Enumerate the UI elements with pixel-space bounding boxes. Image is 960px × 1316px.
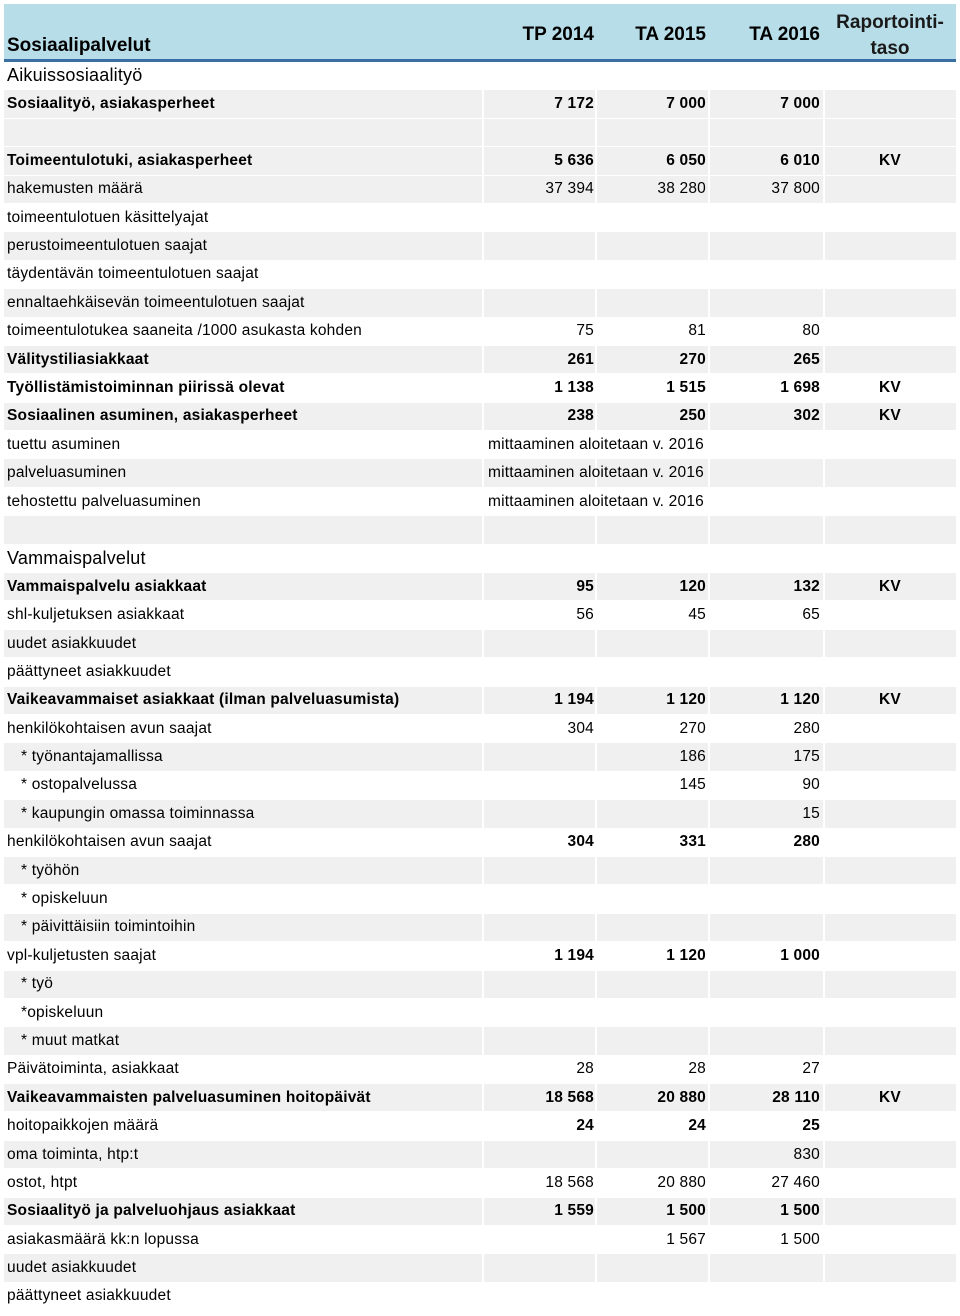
value-tp2014: 56 [576,606,594,624]
value-ta2016: 1 500 [780,1230,820,1248]
column-divider [823,232,825,259]
row-label: * työhön [21,861,80,879]
column-divider [708,119,710,146]
row-label: ennaltaehkäisevän toimeentulotuen saajat [7,293,305,311]
table-row [4,1112,956,1140]
table-row [4,857,956,885]
table-row [4,374,956,402]
column-divider [482,119,484,146]
value-ta2016: 65 [802,606,820,624]
value-ta2016: 830 [793,1145,820,1163]
column-divider [595,857,597,884]
column-divider [595,630,597,657]
column-divider [823,914,825,941]
value-ta2016: 25 [802,1117,820,1135]
value-ta2015: 7 000 [666,95,706,113]
column-divider [823,374,825,401]
value-ta2016: 28 110 [772,1088,820,1106]
column-divider [708,545,710,572]
value-ta2016: 6 010 [780,151,820,169]
column-divider [595,289,597,316]
table-row [4,829,956,857]
column-divider [482,545,484,572]
value-tp2014: 238 [567,407,594,425]
value-ta2016: 80 [802,322,820,340]
column-divider [708,914,710,941]
row-label: Välitystiliasiakkaat [7,350,149,368]
value-reporting-level: KV [879,1088,901,1106]
reporting-level-line2: taso [870,38,910,59]
row-label: palveluasuminen [7,464,127,482]
column-divider [482,630,484,657]
column-divider [823,403,825,430]
table-row [4,715,956,743]
table-row [4,630,956,658]
row-label: toimeentulotuen käsittelyajat [7,208,209,226]
page-title: Sosiaalipalvelut [7,35,151,56]
column-divider [708,1027,710,1054]
value-ta2015: 145 [679,776,706,794]
value-tp2014: 18 568 [545,1088,594,1106]
value-tp2014: 304 [567,833,594,851]
row-label: Vaikeavammaisten palveluasuminen hoitopäivät [7,1088,371,1106]
column-divider [595,545,597,572]
column-divider [823,289,825,316]
row-label: Työllistämistoiminnan piirissä olevat [7,378,285,396]
column-divider [823,857,825,884]
column-divider [482,516,484,543]
table-row [4,403,956,431]
table-row [4,62,956,90]
value-ta2016: 90 [802,776,820,794]
row-note: mittaaminen aloitetaan v. 2016 [488,492,704,510]
table-row [4,204,956,232]
value-ta2015: 24 [688,1117,706,1135]
report-table [4,4,956,1311]
column-divider [823,62,825,89]
table-row [4,1027,956,1055]
value-ta2015: 1 515 [666,378,706,396]
value-ta2016: 1 000 [780,946,820,964]
column-divider [482,999,484,1026]
value-ta2016: 265 [793,350,820,368]
row-label: Vammaispalvelut [7,547,146,568]
column-divider [823,630,825,657]
value-ta2016: 175 [793,748,820,766]
column-divider [595,999,597,1026]
table-row [4,971,956,999]
column-divider [823,176,825,203]
value-ta2016: 1 698 [780,378,820,396]
column-divider [595,261,597,288]
row-label: * ostopalvelussa [21,776,138,794]
value-tp2014: 18 568 [545,1173,594,1191]
column-divider [823,658,825,685]
row-label: hakemusten määrä [7,180,143,198]
value-ta2015: 6 050 [666,151,706,169]
table-row [4,516,956,544]
value-ta2016: 15 [802,804,820,822]
value-ta2015: 250 [679,407,706,425]
table-row [4,687,956,715]
column-divider [708,1254,710,1281]
row-label: uudet asiakkuudet [7,634,137,652]
value-ta2016: 27 460 [771,1173,820,1191]
column-divider [708,999,710,1026]
table-row [4,488,956,516]
column-divider [595,658,597,685]
value-ta2015: 331 [679,833,706,851]
row-label: tuettu asuminen [7,435,121,453]
value-tp2014: 28 [576,1060,594,1078]
value-tp2014: 304 [567,719,594,737]
row-label: päättyneet asiakkuudet [7,662,171,680]
column-divider [708,431,710,458]
column-divider [482,232,484,259]
table-row [4,545,956,573]
column-divider [823,999,825,1026]
table-row [4,176,956,204]
value-tp2014: 1 138 [554,378,594,396]
reporting-level-line1: Raportointi- [836,12,944,33]
table-row [4,658,956,686]
column-divider [482,743,484,770]
table-row [4,1198,956,1226]
column-divider [482,885,484,912]
table-row [4,800,956,828]
table-row [4,914,956,942]
column-divider [482,62,484,89]
column-divider [823,204,825,231]
table-row [4,346,956,374]
table-row [4,261,956,289]
column-divider [595,119,597,146]
column-divider [708,1283,710,1310]
value-ta2015: 1 500 [666,1202,706,1220]
row-label: shl-kuljetuksen asiakkaat [7,606,185,624]
row-label: Aikuissosiaalityö [7,65,143,86]
column-divider [823,687,825,714]
value-ta2015: 45 [688,606,706,624]
row-label: toimeentulotukea saaneita /1000 asukasta kohden [7,322,362,340]
value-reporting-level: KV [879,151,901,169]
column-divider [708,488,710,515]
row-label: vpl-kuljetusten saajat [7,946,157,964]
column-divider [482,1141,484,1168]
column-header-tp2014: TP 2014 [522,24,594,45]
value-ta2015: 186 [679,748,706,766]
column-divider [823,545,825,572]
row-label: oma toiminta, htp:t [7,1145,139,1163]
column-divider [595,1027,597,1054]
column-divider [482,772,484,799]
row-label: Vaikeavammaiset asiakkaat (ilman palveluasumista) [7,691,400,709]
column-divider [823,119,825,146]
column-divider [595,914,597,941]
column-divider [823,1254,825,1281]
row-label: * työ [21,975,54,993]
column-divider [823,772,825,799]
value-ta2015: 1 120 [666,691,706,709]
value-ta2016: 280 [793,719,820,737]
table-row [4,232,956,260]
table-row [4,119,956,147]
value-reporting-level: KV [879,378,901,396]
row-note: mittaaminen aloitetaan v. 2016 [488,464,704,482]
row-label: Sosiaalinen asuminen, asiakasperheet [7,407,298,425]
column-divider [823,1112,825,1139]
row-label: * päivittäisiin toimintoihin [21,918,196,936]
row-label: henkilökohtaisen avun saajat [7,833,212,851]
value-ta2015: 20 880 [657,1088,706,1106]
column-divider [823,971,825,998]
column-divider [482,204,484,231]
table-row [4,1226,956,1254]
column-divider [482,800,484,827]
column-divider [595,1141,597,1168]
column-divider [823,1283,825,1310]
table-row [4,1283,956,1311]
value-ta2016: 1 120 [780,691,820,709]
value-ta2015: 38 280 [657,180,706,198]
column-divider [482,914,484,941]
row-label: hoitopaikkojen määrä [7,1117,159,1135]
value-ta2016: 7 000 [780,95,820,113]
table-row [4,1141,956,1169]
column-divider [482,261,484,288]
value-reporting-level: KV [879,691,901,709]
column-divider [708,658,710,685]
table-row [4,999,956,1027]
value-tp2014: 37 394 [545,180,594,198]
value-ta2016: 1 500 [780,1202,820,1220]
column-divider [823,1141,825,1168]
column-divider [482,1254,484,1281]
column-divider [823,573,825,600]
column-divider [595,971,597,998]
column-divider [595,1254,597,1281]
column-divider [595,204,597,231]
value-ta2016: 302 [793,407,820,425]
column-divider [482,488,484,515]
row-label: * kaupungin omassa toiminnassa [21,804,255,822]
column-divider [708,971,710,998]
row-label: asiakasmäärä kk:n lopussa [7,1230,199,1248]
value-tp2014: 24 [576,1117,594,1135]
table-row [4,1056,956,1084]
row-label: Toimeentulotuki, asiakasperheet [7,151,253,169]
table-row [4,147,956,175]
row-label: Sosiaalityö, asiakasperheet [7,95,215,113]
table-row [4,601,956,629]
table-row [4,431,956,459]
column-divider [482,289,484,316]
table-row [4,1084,956,1112]
value-ta2015: 81 [688,322,706,340]
column-divider [708,516,710,543]
value-ta2016: 132 [793,577,820,595]
column-divider [823,1027,825,1054]
column-divider [708,62,710,89]
column-divider [823,90,825,117]
column-divider [482,1226,484,1253]
column-divider [708,204,710,231]
column-divider [823,1169,825,1196]
table-row [4,1254,956,1282]
column-divider [595,800,597,827]
table-row [4,772,956,800]
row-label: *opiskeluun [21,1003,104,1021]
column-header-reporting-level [826,10,954,62]
row-label: tehostettu palveluasuminen [7,492,201,510]
column-divider [708,857,710,884]
column-divider [595,232,597,259]
column-divider [595,516,597,543]
value-ta2015: 1 567 [666,1230,706,1248]
row-label: * opiskeluun [21,890,108,908]
row-label: uudet asiakkuudet [7,1259,137,1277]
value-reporting-level: KV [879,407,901,425]
row-label: Päivätoiminta, asiakkaat [7,1060,179,1078]
value-reporting-level: KV [879,577,901,595]
row-label: henkilökohtaisen avun saajat [7,719,212,737]
column-divider [823,261,825,288]
table-header [4,4,956,62]
row-label: ostot, htpt [7,1173,78,1191]
table-row [4,1169,956,1197]
column-divider [482,459,484,486]
table-row [4,459,956,487]
column-divider [823,829,825,856]
value-ta2016: 280 [793,833,820,851]
column-divider [823,1056,825,1083]
column-divider [708,289,710,316]
table-body [4,62,956,1311]
table-row [4,942,956,970]
value-ta2015: 270 [679,719,706,737]
column-divider [823,459,825,486]
column-divider [823,346,825,373]
column-divider [823,318,825,345]
column-divider [823,743,825,770]
table-row [4,289,956,317]
column-divider [823,431,825,458]
value-ta2016: 27 [802,1060,820,1078]
value-ta2016: 37 800 [771,180,820,198]
column-divider [708,232,710,259]
column-divider [708,459,710,486]
column-divider [823,800,825,827]
column-divider [595,885,597,912]
column-header-ta2015: TA 2015 [635,24,706,45]
column-divider [823,1226,825,1253]
value-ta2015: 1 120 [666,946,706,964]
column-divider [708,885,710,912]
row-label: * muut matkat [21,1031,120,1049]
column-divider [708,630,710,657]
column-divider [823,942,825,969]
column-divider [482,1283,484,1310]
column-header-ta2016: TA 2016 [749,24,820,45]
value-ta2015: 120 [679,577,706,595]
column-divider [823,715,825,742]
column-divider [823,885,825,912]
column-divider [595,62,597,89]
value-tp2014: 261 [567,350,594,368]
column-divider [823,1198,825,1225]
value-tp2014: 1 194 [554,691,594,709]
column-divider [708,261,710,288]
table-row [4,573,956,601]
column-divider [823,488,825,515]
table-row [4,318,956,346]
column-divider [482,857,484,884]
value-tp2014: 95 [576,577,594,595]
row-label: Sosiaalityö ja palveluohjaus asiakkaat [7,1202,296,1220]
value-tp2014: 1 194 [554,946,594,964]
value-tp2014: 75 [576,322,594,340]
column-divider [595,1283,597,1310]
table-row [4,743,956,771]
table-row [4,885,956,913]
value-tp2014: 1 559 [554,1202,594,1220]
column-divider [482,971,484,998]
row-label: Vammaispalvelu asiakkaat [7,577,207,595]
column-divider [823,147,825,174]
value-ta2015: 28 [688,1060,706,1078]
row-label: * työnantajamallissa [21,748,163,766]
column-divider [823,601,825,628]
value-ta2015: 20 880 [657,1173,706,1191]
row-note: mittaaminen aloitetaan v. 2016 [488,435,704,453]
column-divider [823,1084,825,1111]
value-tp2014: 5 636 [554,151,594,169]
value-ta2015: 270 [679,350,706,368]
row-label: täydentävän toimeentulotuen saajat [7,265,259,283]
row-label: päättyneet asiakkuudet [7,1287,171,1305]
column-divider [823,516,825,543]
column-divider [482,1027,484,1054]
value-tp2014: 7 172 [554,95,594,113]
row-label: perustoimeentulotuen saajat [7,237,208,255]
column-divider [482,658,484,685]
column-divider [482,431,484,458]
table-row [4,90,956,118]
